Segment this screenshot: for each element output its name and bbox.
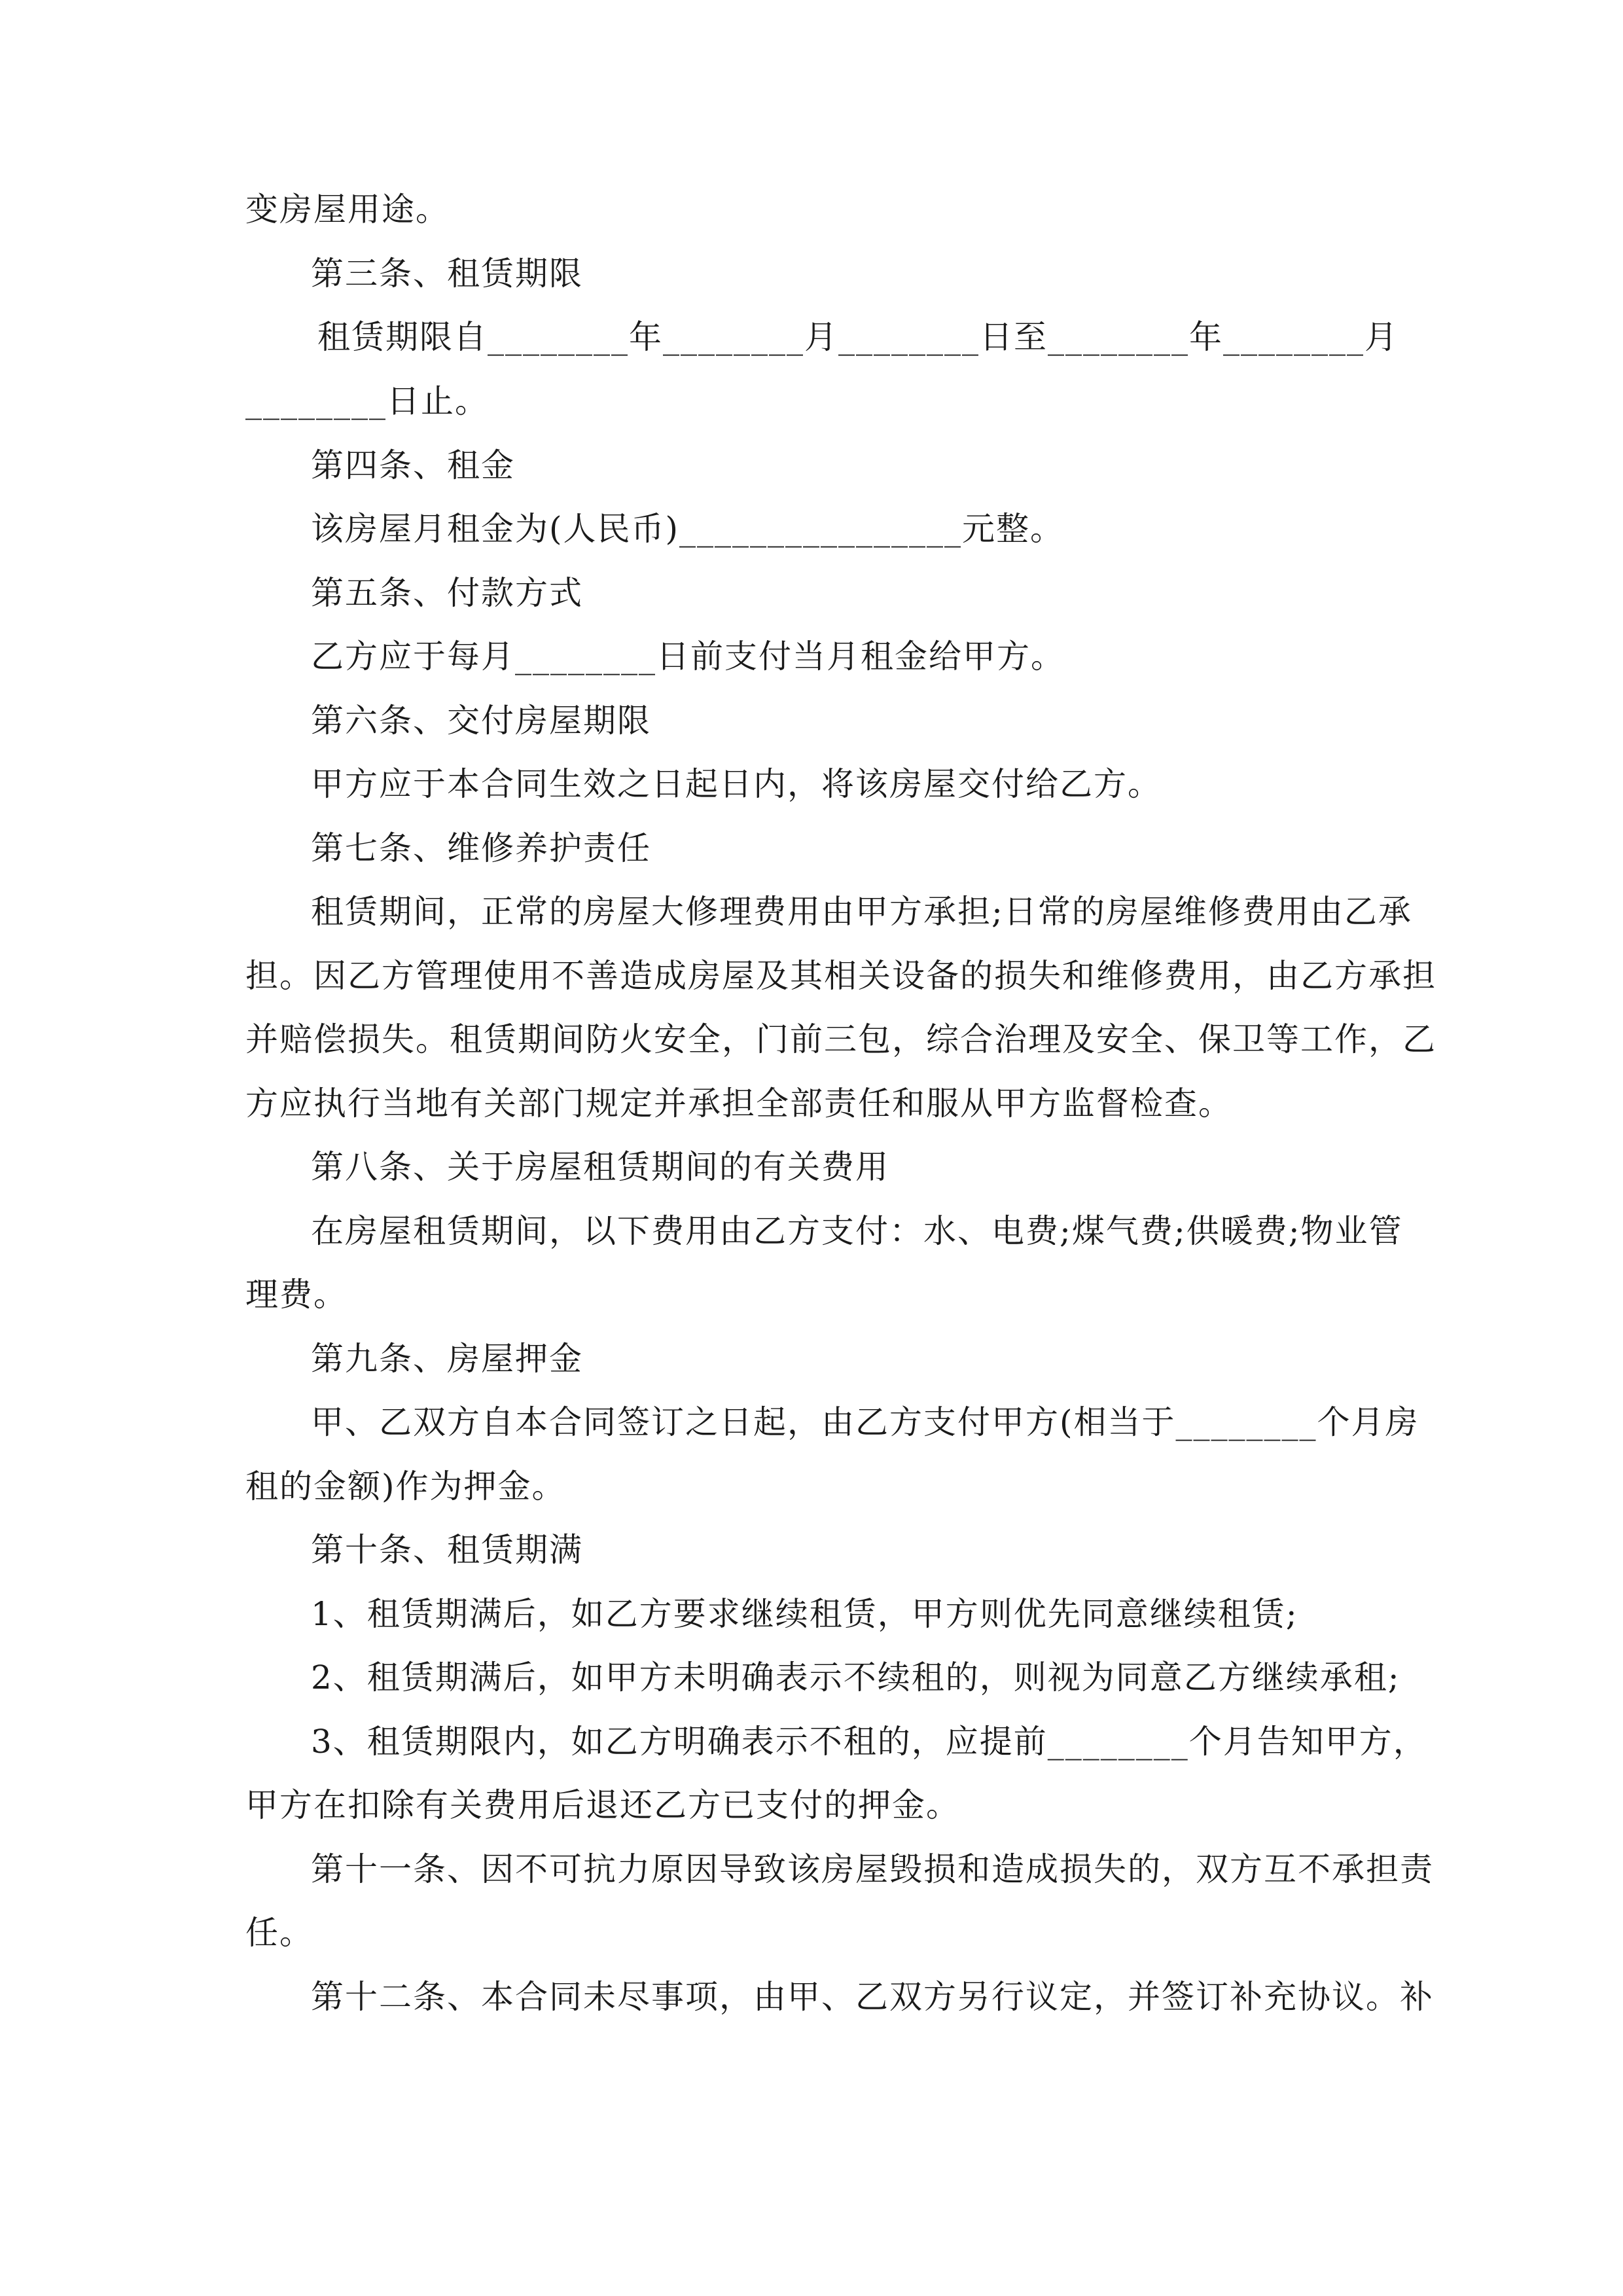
text-line: 甲、乙双方自本合同签订之日起，由乙方支付甲方(相当于________个月房: [311, 1403, 1419, 1441]
text-line: 第十二条、本合同未尽事项，由甲、乙双方另行议定，并签订补充协议。补: [311, 1978, 1434, 2016]
text-line: 甲方在扣除有关费用后退还乙方已支付的押金。: [245, 1786, 960, 1824]
text-line: 任。: [245, 1914, 313, 1952]
section-heading: 第六条、交付房屋期限: [311, 702, 651, 740]
text-line: 方应执行当地有关部门规定并承担全部责任和服从甲方监督检查。: [245, 1085, 1232, 1122]
text-line: 在房屋租赁期间，以下费用由乙方支付：水、电费;煤气费;供暖费;物业管: [311, 1212, 1403, 1250]
section-heading: 第四条、租金: [311, 446, 515, 484]
text-line: 1、租赁期满后，如乙方要求继续租赁，甲方则优先同意继续租赁;: [311, 1595, 1298, 1633]
text-line: 租的金额)作为押金。: [245, 1467, 566, 1505]
text-line: 3、租赁期限内，如乙方明确表示不租的，应提前________个月告知甲方，: [311, 1723, 1427, 1761]
text-line: 租赁期间，正常的房屋大修理费用由甲方承担;日常的房屋维修费用由乙承: [311, 893, 1412, 931]
section-heading: 第八条、关于房屋租赁期间的有关费用: [311, 1148, 889, 1186]
text-line: 第十一条、因不可抗力原因导致该房屋毁损和造成损失的，双方互不承担责: [311, 1850, 1434, 1888]
section-heading: 第十条、租赁期满: [311, 1531, 583, 1569]
section-heading: 第九条、房屋押金: [311, 1340, 583, 1378]
text-line: 2、租赁期满后，如甲方未明确表示不续租的，则视为同意乙方继续承租;: [311, 1659, 1400, 1696]
text-line: 担。因乙方管理使用不善造成房屋及其相关设备的损失和维修费用，由乙方承担: [245, 957, 1436, 995]
text-line: 甲方应于本合同生效之日起日内，将该房屋交付给乙方。: [311, 765, 1162, 803]
text-line: 并赔偿损失。租赁期间防火安全，门前三包，综合治理及安全、保卫等工作，乙: [245, 1020, 1436, 1058]
text-line: 乙方应于每月________日前支付当月租金给甲方。: [311, 637, 1065, 675]
text-line: ________日止。: [245, 382, 489, 420]
text-line: 变房屋用途。: [245, 190, 450, 228]
section-heading: 第七条、维修养护责任: [311, 829, 651, 867]
text-line: 理费。: [245, 1276, 348, 1314]
text-line: 租赁期限自________年________月________日至________年________月: [317, 318, 1399, 356]
text-line: 该房屋月租金为(人民币)________________元整。: [311, 510, 1065, 548]
section-heading: 第五条、付款方式: [311, 574, 583, 612]
section-heading: 第三条、租赁期限: [311, 255, 583, 293]
